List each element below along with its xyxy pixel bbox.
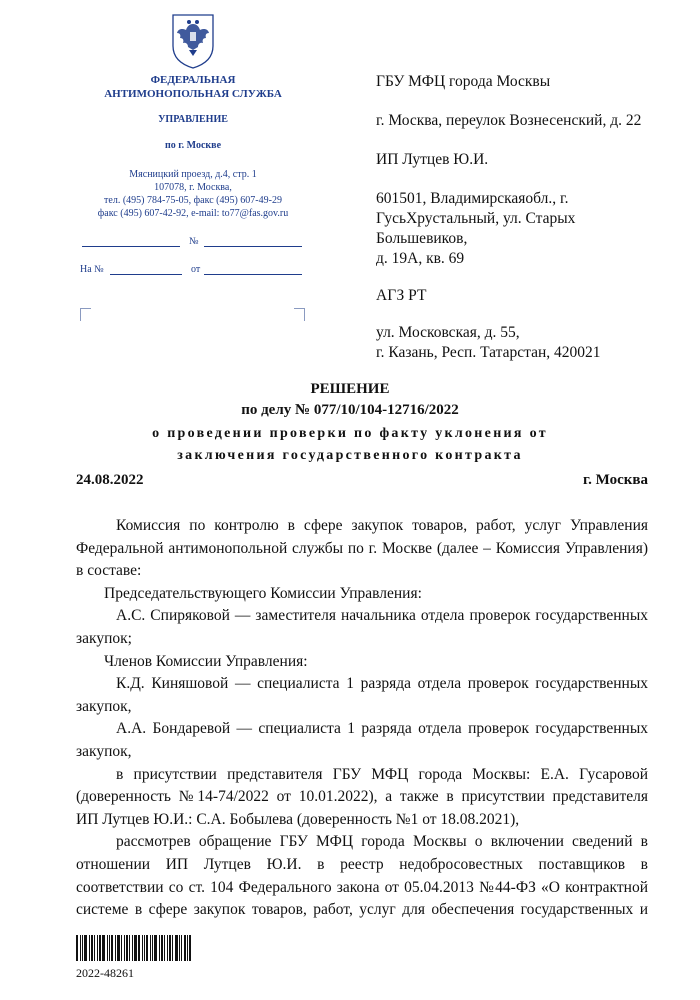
address-corner-right	[294, 308, 305, 321]
body-line: закупок;	[76, 629, 132, 647]
department-label: УПРАВЛЕНИЕ	[158, 114, 228, 125]
body-line: А.А. Бондаревой — специалиста 1 разряда отдела проверок государственных	[116, 720, 648, 738]
recipient-line: ИП Лутцев Ю.И.	[376, 151, 489, 168]
document-number: 2022-48261	[76, 966, 134, 980]
department-city: по г. Москве	[164, 140, 222, 151]
body-line: соответствии со ст. 104 Федерального закона от 05.04.2013 №44-ФЗ «О контрактной	[76, 878, 648, 896]
recipient-line: 601501, Владимирскаяобл., г.	[376, 190, 569, 207]
recipient-line: Большевиков,	[376, 230, 468, 247]
case-number: по делу № 077/10/104-12716/2022	[241, 402, 459, 418]
emblem-icon	[170, 12, 216, 70]
reg-date-line	[82, 246, 180, 247]
agency-contacts	[50, 168, 336, 220]
body-line: отношении ИП Лутцев Ю.И. в реестр недобросовестных поставщиков в	[76, 855, 648, 873]
body-line: (доверенность №14-74/2022 от 10.01.2022), а также в присутствии представителя	[76, 788, 648, 806]
decision-date: 24.08.2022	[76, 472, 144, 488]
agency-name-line1: ФЕДЕРАЛЬНАЯ	[150, 74, 236, 86]
recipient-agz-address	[376, 323, 601, 363]
recipient-line: ГусьХрустальный, ул. Старых	[376, 210, 576, 227]
decision-title: РЕШЕНИЕ	[310, 381, 390, 397]
decision-subject-line2: заключения государственного контракта	[177, 448, 523, 463]
decision-subject-line1: о проведении проверки по факту уклонения от	[152, 426, 548, 441]
reply-to-line	[110, 274, 182, 275]
body-line: Членов Комиссии Управления:	[104, 652, 308, 670]
agency-name	[70, 73, 316, 101]
recipient-line: г. Москва, переулок Вознесенский, д. 22	[376, 112, 642, 129]
agency-fax-email: факс (495) 607-42-92, e-mail: to77@fas.gov.ru	[97, 208, 289, 219]
body-line: системе в сфере закупок товаров, работ, услуг для обеспечения государственных и	[76, 901, 648, 919]
agency-phone: тел. (495) 784-75-05, факс (495) 607-49-29	[104, 195, 282, 206]
reg-number-line	[204, 246, 302, 247]
body-line: А.С. Спиряковой — заместителя начальника отдела проверок государственных	[116, 607, 648, 625]
reply-from-line	[204, 274, 302, 275]
decision-city: г. Москва	[583, 472, 648, 488]
body-line: Комиссия по контролю в сфере закупок товаров, работ, услуг Управления	[116, 517, 648, 534]
body-line: в присутствии представителя ГБУ МФЦ города Москвы: Е.А. Гусаровой	[116, 765, 648, 783]
body-line: Федеральной антимонопольной службы по г. Москве (далее – Комиссия Управления)	[76, 539, 648, 557]
recipient-line: ГБУ МФЦ города Москвы	[376, 73, 551, 90]
recipient-ip-address	[376, 189, 575, 269]
recipient-line: д. 19А, кв. 69	[376, 250, 465, 267]
decision-body	[76, 515, 648, 922]
recipient-agz	[376, 286, 426, 306]
barcode-icon	[76, 935, 196, 961]
body-line: в составе:	[76, 562, 142, 580]
recipient-mfc	[376, 72, 550, 92]
recipient-line: г. Казань, Респ. Татарстан, 420021	[376, 344, 601, 361]
body-line: закупок,	[76, 697, 132, 715]
body-line: закупок,	[76, 742, 132, 760]
body-line: рассмотрев обращение ГБУ МФЦ города Москвы о включении сведений в	[116, 833, 648, 851]
recipient-mfc-address	[376, 111, 641, 131]
reply-from-label: от	[191, 264, 201, 275]
recipient-ip	[376, 150, 488, 170]
reply-to-label: На №	[80, 264, 104, 275]
recipient-line: ул. Московская, д. 55,	[376, 324, 520, 341]
agency-address-line2: 107078, г. Москва,	[154, 182, 232, 193]
body-line: К.Д. Киняшовой — специалиста 1 разряда отдела проверок государственных	[116, 675, 648, 693]
body-line: Председательствующего Комиссии Управления:	[104, 584, 422, 602]
agency-name-line2: АНТИМОНОПОЛЬНАЯ СЛУЖБА	[104, 88, 282, 100]
body-line: ИП Лутцев Ю.И.: С.А. Бобылева (доверенность №1 от 18.08.2021),	[76, 810, 520, 828]
address-corner-left	[80, 308, 91, 321]
agency-address-line1: Мясницкий проезд, д.4, стр. 1	[129, 169, 257, 180]
recipient-line: АГЗ РТ	[376, 287, 427, 304]
reg-number-symbol: №	[189, 236, 199, 247]
